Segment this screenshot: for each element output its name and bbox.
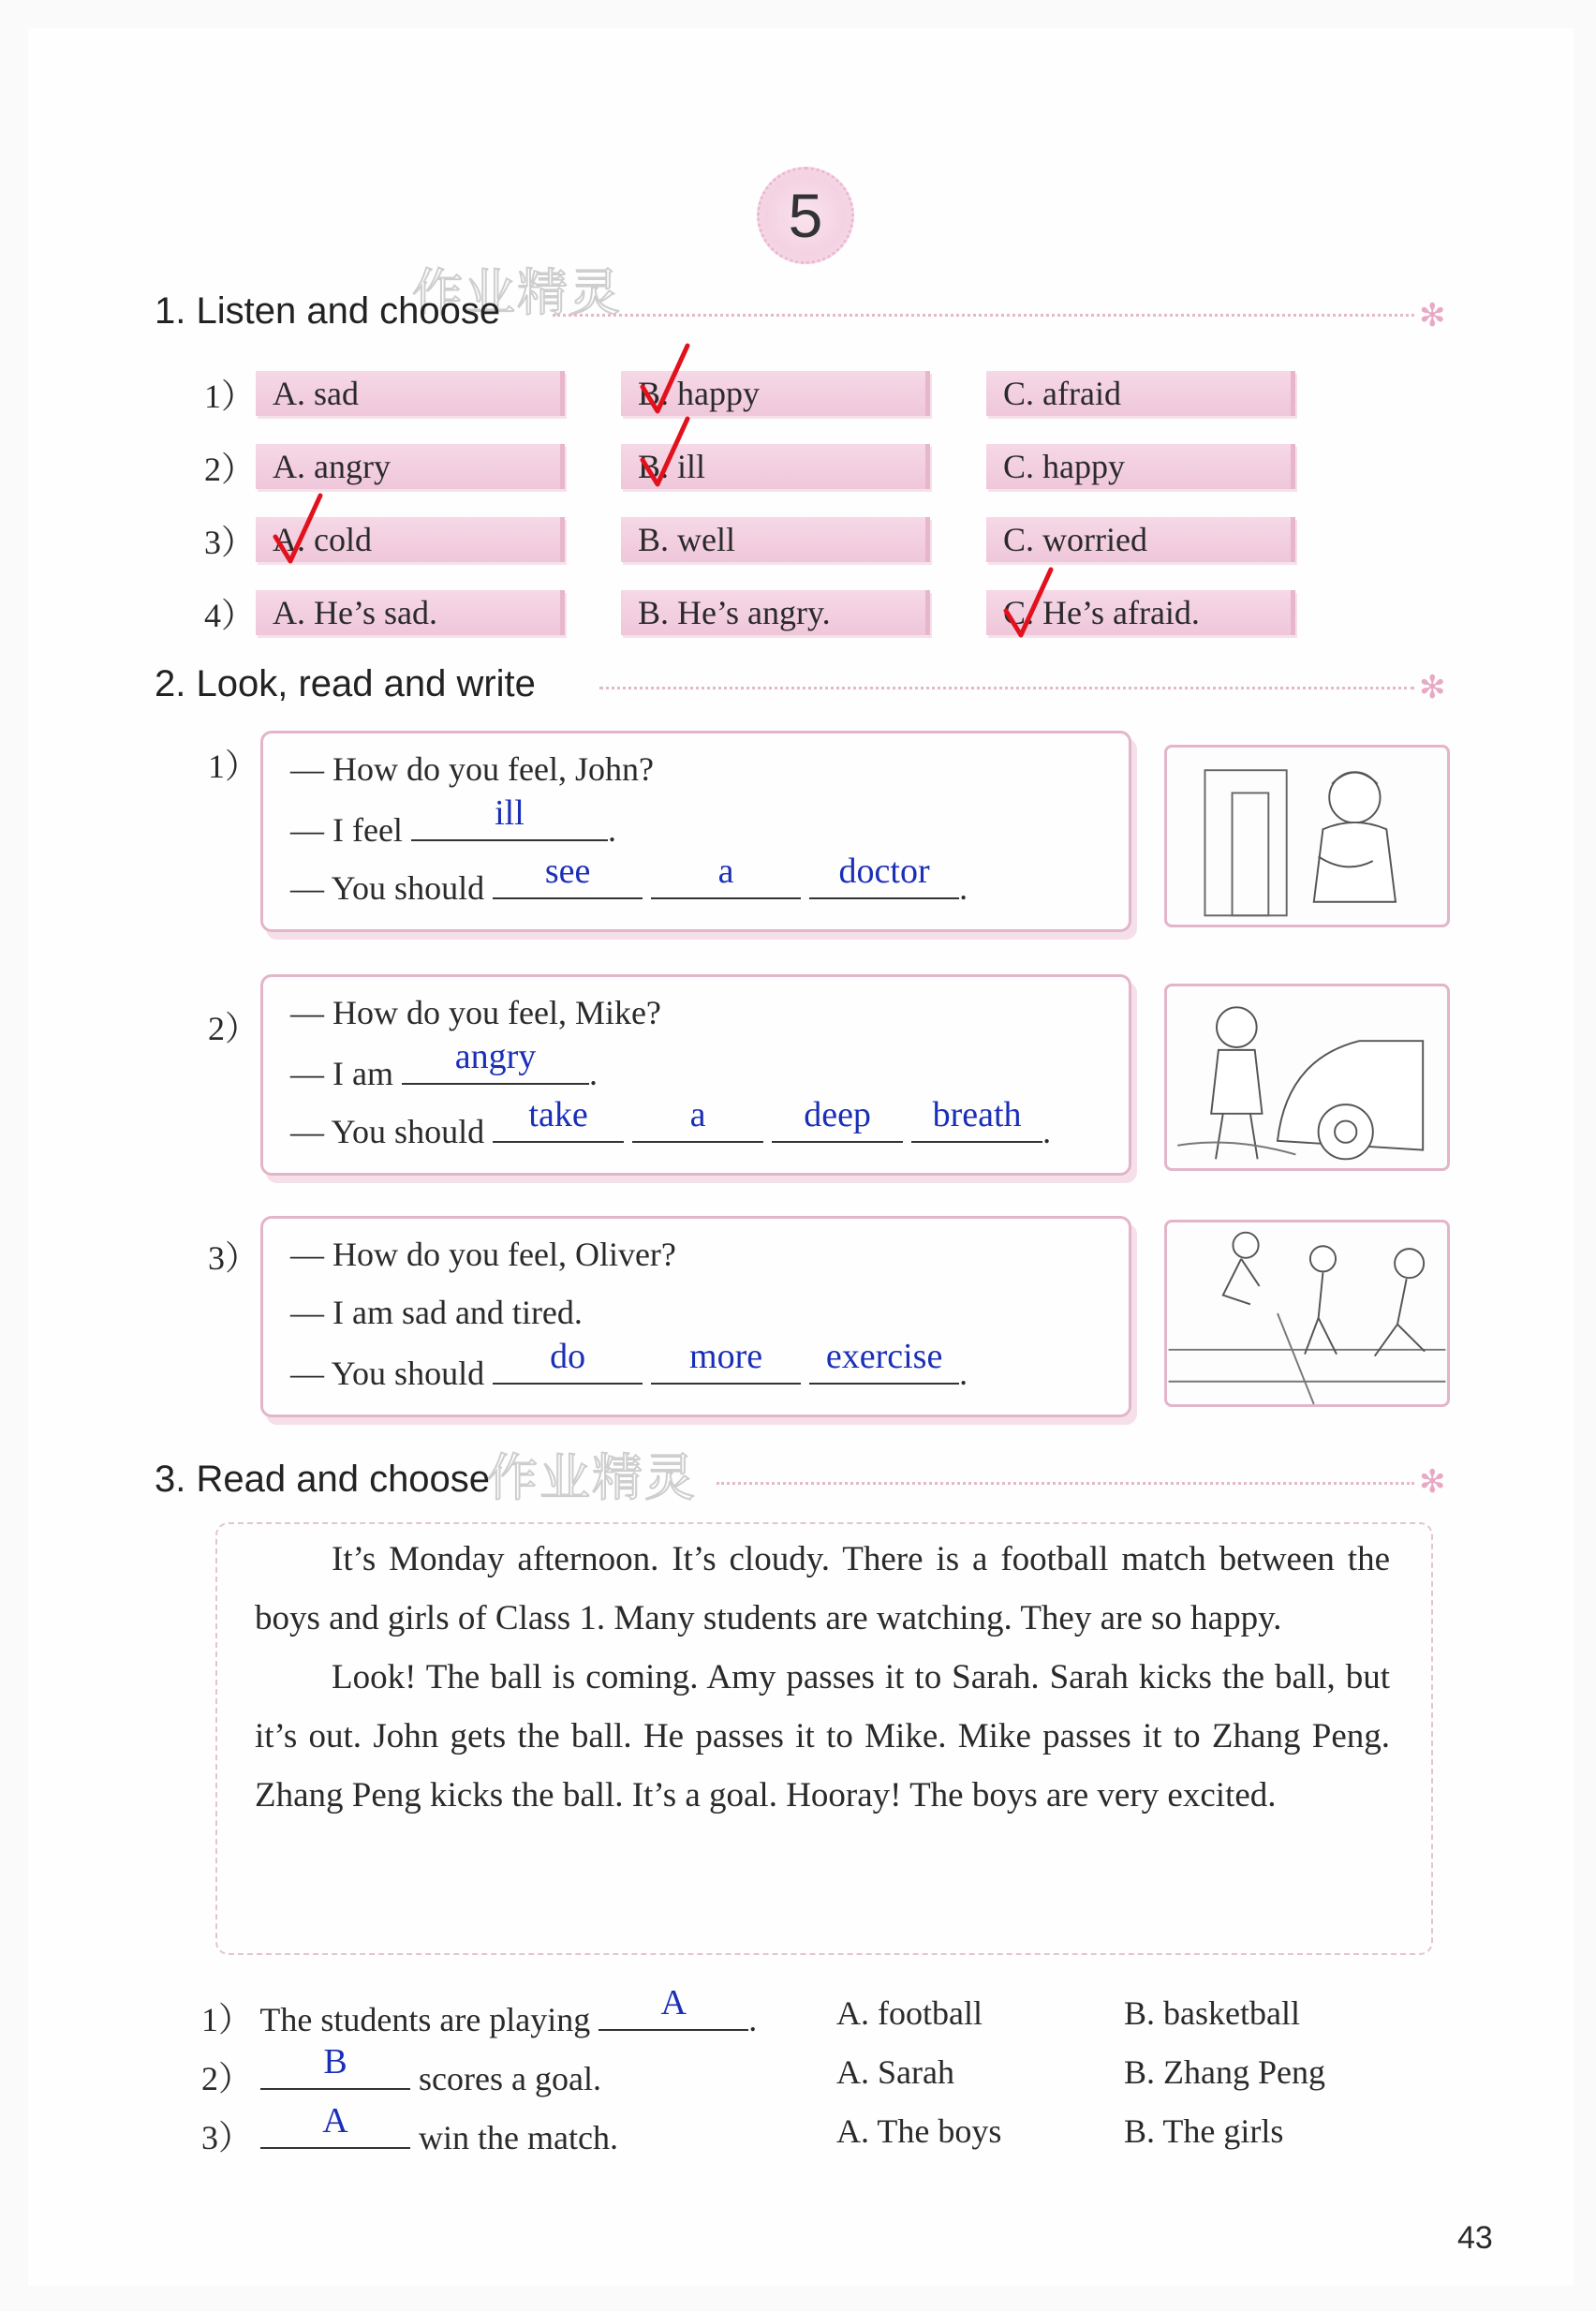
handwritten-answer: A: [660, 1983, 687, 2022]
section-divider: [599, 687, 1414, 689]
passage-paragraph: Look! The ball is coming. Amy passes it to Sarah. Sarah kicks the ball, but it’s out. John gets the ball. He passes it to Mike. Mike passes it to Zhang Peng. Zhang Peng kicks the ball. It’s a goal. Hooray! The boys are very excited.: [255, 1658, 1390, 1815]
answer-blank[interactable]: [260, 2042, 410, 2090]
answer-blank[interactable]: [911, 1095, 1042, 1143]
handwritten-answer: a: [689, 1095, 706, 1134]
handwritten-answer: breath: [932, 1095, 1022, 1134]
choice-b[interactable]: B. The girls: [1124, 2112, 1284, 2150]
question-row: [201, 2101, 618, 2159]
dialogue-question: — How do you feel, Mike?: [290, 994, 661, 1031]
checkmark-icon: [270, 492, 326, 567]
option-b[interactable]: B. happy: [621, 371, 930, 416]
answer-blank[interactable]: [493, 1095, 624, 1143]
handwritten-answer: more: [689, 1337, 763, 1376]
checkmark-icon: [1000, 566, 1057, 641]
choice-a[interactable]: A. The boys: [836, 2112, 1002, 2150]
dialogue-answer: — I feel ill .: [290, 793, 616, 849]
handwritten-answer: take: [528, 1095, 588, 1134]
answer-blank[interactable]: [632, 1095, 763, 1143]
handwritten-answer: doctor: [838, 852, 930, 891]
answer-blank[interactable]: [651, 852, 801, 899]
option-c[interactable]: C. happy: [986, 444, 1295, 489]
angry-boy-car-illustration: [1164, 984, 1450, 1171]
watermark: 作业精灵: [412, 263, 622, 322]
dialogue-question: — How do you feel, John?: [290, 750, 654, 788]
handwritten-answer: a: [717, 852, 734, 891]
option-c[interactable]: C. afraid: [986, 371, 1295, 416]
unit-number: 5: [788, 181, 823, 250]
running-children-illustration: [1164, 1220, 1450, 1407]
option-a[interactable]: A. cold: [256, 517, 565, 562]
dialogue-answer: — I am angry .: [290, 1037, 598, 1092]
suggestion-prefix: — You should: [290, 1355, 485, 1392]
item-number: 2）: [208, 1010, 259, 1047]
dialogue-suggestion: — You should see a doctor .: [290, 852, 968, 907]
option-b[interactable]: B. He’s angry.: [621, 590, 930, 635]
question-number: 3）: [201, 2119, 253, 2156]
choice-a[interactable]: A. Sarah: [836, 2053, 954, 2091]
answer-blank[interactable]: [651, 1337, 801, 1385]
sick-boy-illustration: [1164, 745, 1450, 927]
answer-blank[interactable]: [260, 2101, 410, 2149]
section-divider: [717, 1482, 1414, 1485]
question-row: [201, 1983, 758, 2041]
checkmark-icon: [637, 342, 693, 417]
handwritten-answer: A: [322, 2101, 348, 2141]
flower-icon: ✻: [1419, 1463, 1446, 1501]
question-number: 1）: [201, 2001, 253, 2038]
section-divider: [553, 314, 1414, 317]
option-c[interactable]: C. He’s afraid.: [986, 590, 1295, 635]
answer-blank[interactable]: [772, 1095, 903, 1143]
watermark: 作业精灵: [487, 1448, 697, 1507]
section-3-title: 3. Read and choose: [155, 1459, 491, 1500]
option-c[interactable]: C. worried: [986, 517, 1295, 562]
choice-a[interactable]: A. football: [836, 1994, 983, 2032]
section-1-title: 1. Listen and choose: [155, 290, 501, 332]
handwritten-answer: see: [544, 852, 591, 891]
handwritten-answer: do: [550, 1337, 586, 1376]
row-number: 4）: [204, 597, 256, 634]
dialogue-question: — How do you feel, Oliver?: [290, 1236, 676, 1273]
answer-blank[interactable]: [493, 852, 643, 899]
choice-b[interactable]: B. Zhang Peng: [1124, 2053, 1325, 2091]
section-2-title: 2. Look, read and write: [155, 663, 536, 704]
question-text: The students are playing: [259, 2001, 591, 2038]
option-a[interactable]: A. sad: [256, 371, 565, 416]
option-b[interactable]: B. well: [621, 517, 930, 562]
question-text: scores a goal.: [419, 2060, 601, 2097]
unit-badge: [757, 167, 854, 264]
answer-prefix: — I am: [290, 1055, 393, 1092]
question-end: .: [748, 2001, 758, 2038]
dialogue-suggestion: — You should take a deep breath .: [290, 1095, 1052, 1150]
answer-blank[interactable]: [809, 852, 959, 899]
handwritten-answer: exercise: [825, 1337, 943, 1376]
answer-blank[interactable]: [809, 1337, 959, 1385]
handwritten-answer: B: [323, 2042, 347, 2081]
item-number: 1）: [208, 748, 259, 785]
handwritten-answer: ill: [495, 793, 525, 833]
item-number: 3）: [208, 1239, 259, 1277]
page-number: 43: [1457, 2220, 1493, 2256]
flower-icon: ✻: [1419, 297, 1446, 334]
answer-blank[interactable]: [493, 1337, 643, 1385]
row-number: 3）: [204, 524, 256, 561]
question-number: 2）: [201, 2060, 253, 2097]
handwritten-answer: angry: [454, 1037, 537, 1076]
reading-passage: [255, 1530, 1390, 1825]
option-a[interactable]: A. He’s sad.: [256, 590, 565, 635]
answer-prefix: — I feel: [290, 811, 403, 849]
option-b[interactable]: B. ill: [621, 444, 930, 489]
row-number: 2）: [204, 451, 256, 488]
question-row: [201, 2042, 601, 2100]
suggestion-prefix: — You should: [290, 869, 485, 907]
question-text: win the match.: [419, 2119, 618, 2156]
flower-icon: ✻: [1419, 669, 1446, 706]
passage-paragraph: It’s Monday afternoon. It’s cloudy. There is a football match between the boys and girls of Class 1. Many students are watching. They are so happy.: [255, 1540, 1390, 1637]
answer-blank[interactable]: [598, 1983, 748, 2031]
row-number: 1）: [204, 378, 256, 415]
suggestion-prefix: — You should: [290, 1113, 485, 1150]
dialogue-answer: — I am sad and tired.: [290, 1294, 583, 1331]
choice-b[interactable]: B. basketball: [1124, 1994, 1300, 2032]
handwritten-answer: deep: [804, 1095, 871, 1134]
checkmark-icon: [637, 415, 693, 490]
dialogue-suggestion: — You should do more exercise .: [290, 1337, 968, 1392]
option-a[interactable]: A. angry: [256, 444, 565, 489]
